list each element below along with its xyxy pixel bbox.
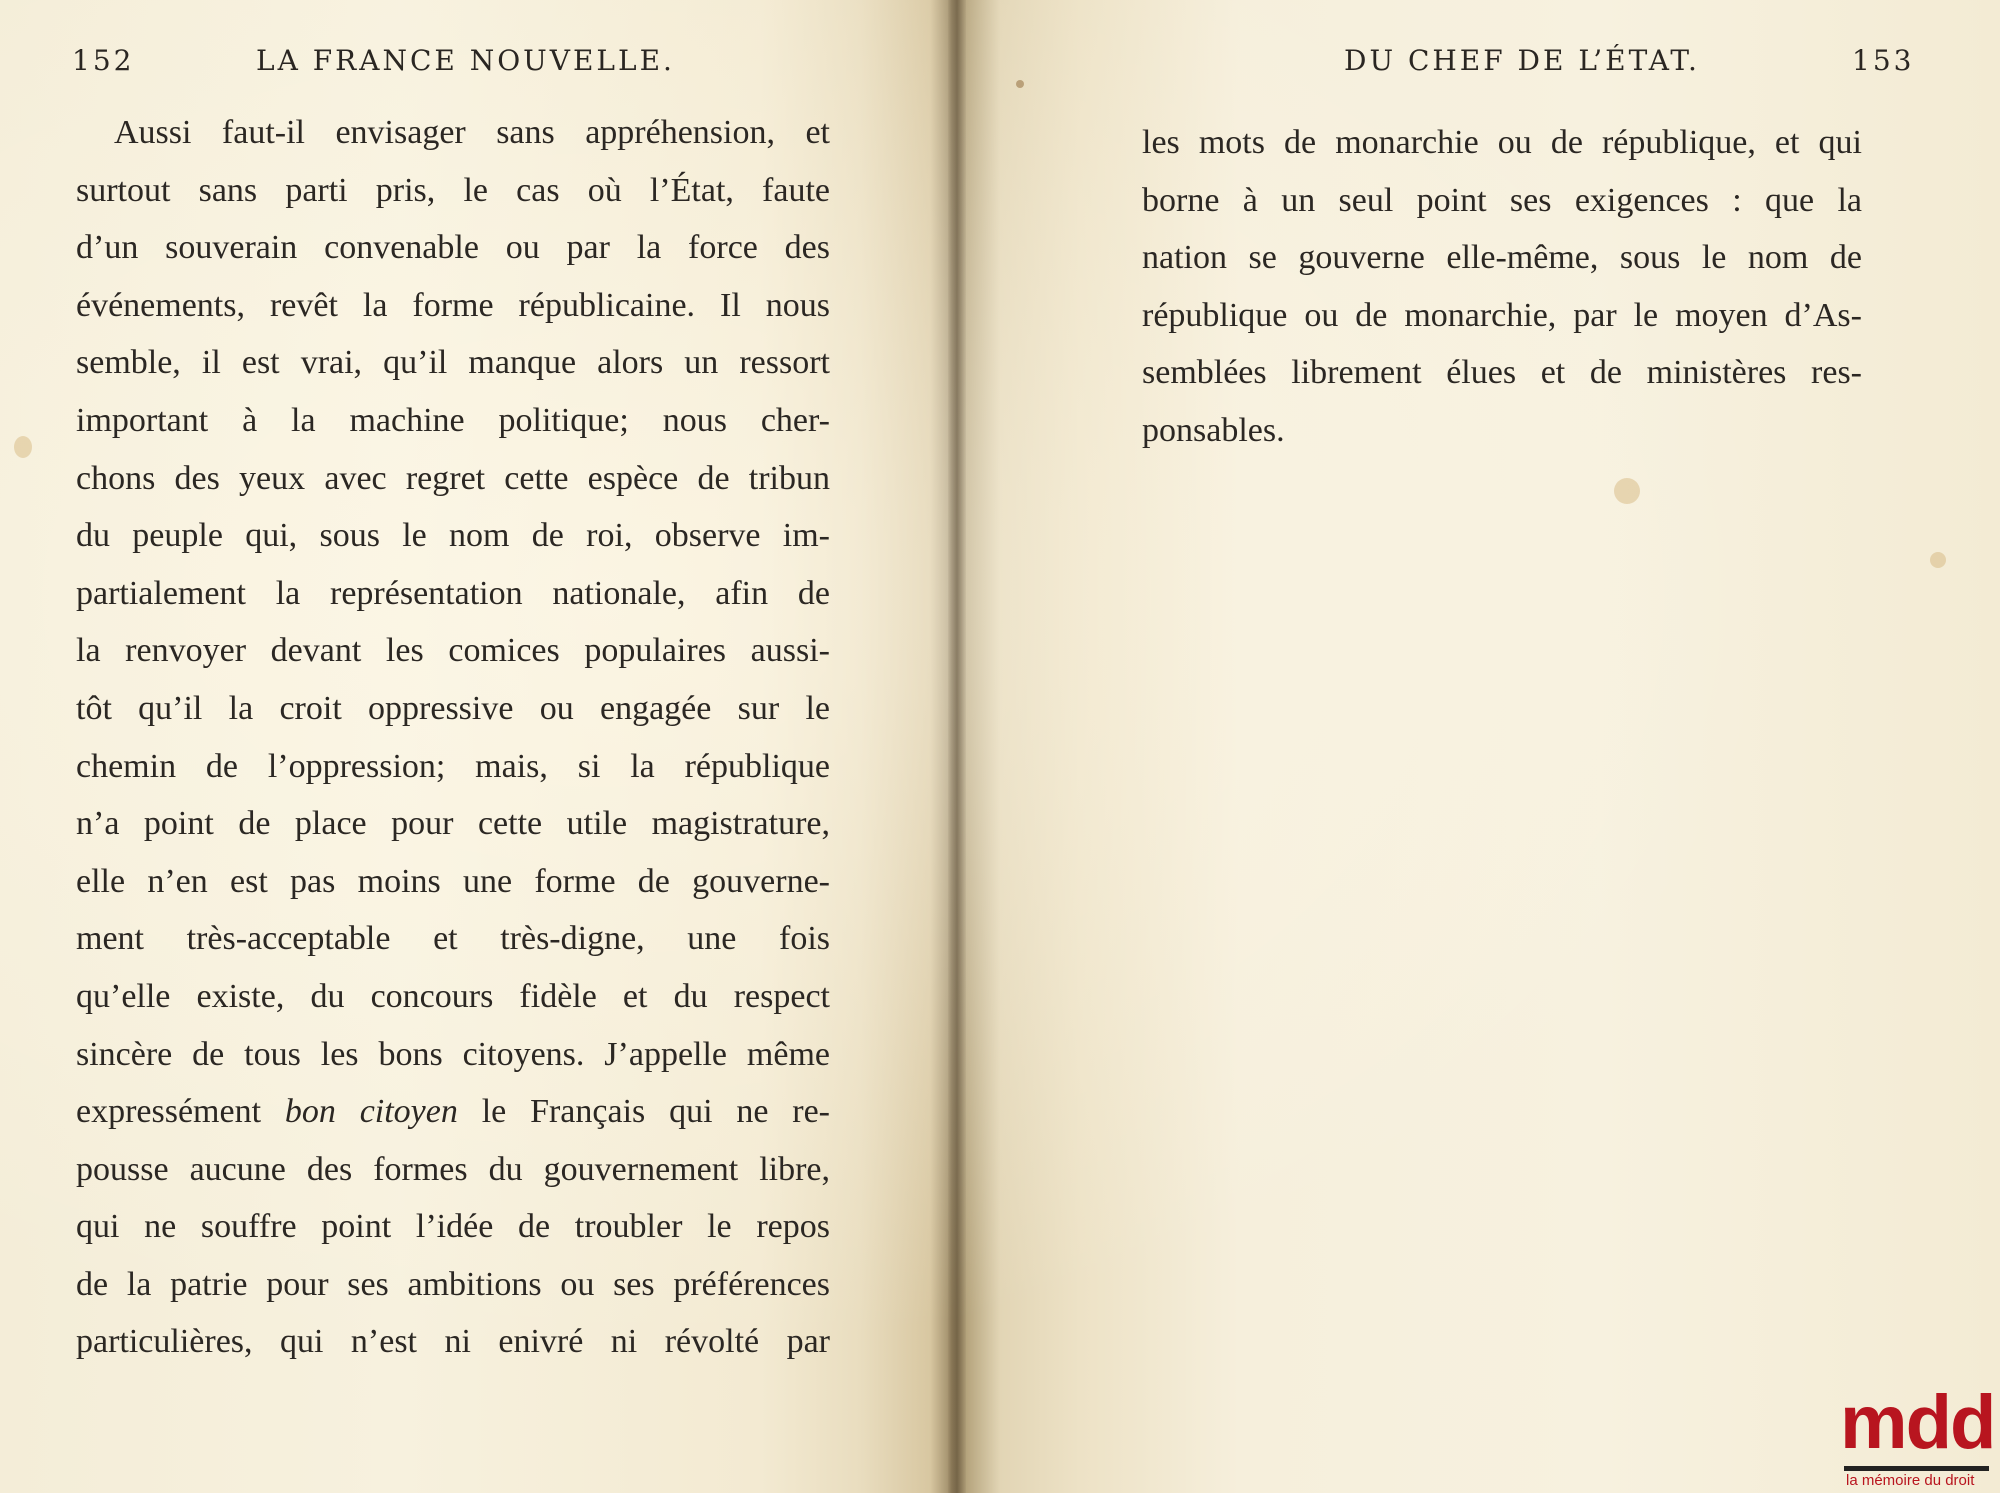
left-page — [0, 0, 950, 1493]
page-number: 152 — [72, 44, 135, 77]
text-line: événements, revêt la forme républicaine. Il nous — [76, 286, 830, 324]
page-number: 153 — [1852, 44, 1915, 77]
text-line: république ou de monarchie, par le moyen d’As- — [1142, 296, 1862, 334]
text-line: qu’elle existe, du concours fidèle et du respect — [76, 977, 830, 1015]
text-line: n’a point de place pour cette utile magistrature, — [76, 805, 830, 843]
text-line: nation se gouverne elle-même, sous le nom de — [1142, 239, 1862, 277]
text-line: ment très-acceptable et très-digne, une fois — [76, 920, 830, 958]
text-line: chemin de l’oppression; mais, si la république — [76, 747, 830, 785]
body-text — [1142, 114, 1862, 460]
logo-divider — [1844, 1466, 1989, 1471]
running-head: DU CHEF DE L’ÉTAT. — [1344, 44, 1700, 77]
logo-tagline: la mémoire du droit — [1846, 1472, 1975, 1489]
watermark-logo — [1834, 1380, 1994, 1490]
text-line: semblées librement élues et de ministères res- — [1142, 354, 1862, 392]
text-line: pousse aucune des formes du gouvernement libre, — [76, 1150, 830, 1188]
body-text — [76, 104, 830, 1371]
text-line: de la patrie pour ses ambitions ou ses préférences — [76, 1265, 830, 1303]
text-line: tôt qu’il la croit oppressive ou engagée sur le — [76, 689, 830, 727]
text-line: la renvoyer devant les comices populaires aussi- — [76, 632, 830, 670]
book-gutter — [948, 0, 966, 1493]
text-line: les mots de monarchie ou de république, et qui — [1142, 124, 1862, 161]
text-line: expressément bon citoyen le Français qui ne re- — [76, 1093, 830, 1131]
text-line: partialement la représentation nationale, afin de — [76, 574, 830, 612]
text-line: important à la machine politique; nous cher- — [76, 401, 830, 439]
text-line: ponsables. — [1142, 411, 1285, 449]
text-line: semble, il est vrai, qu’il manque alors un ressort — [76, 344, 830, 382]
text-line: surtout sans parti pris, le cas où l’État, faute — [76, 171, 830, 209]
text-line: sincère de tous les bons citoyens. J’appelle même — [76, 1035, 830, 1073]
text-line: particulières, qui n’est ni enivré ni révolté par — [76, 1323, 830, 1361]
right-page — [966, 0, 2000, 1493]
text-line: Aussi faut-il envisager sans appréhension, et — [114, 114, 830, 151]
text-line: borne à un seul point ses exigences : que la — [1142, 181, 1862, 219]
text-line: chons des yeux avec regret cette espèce de tribun — [76, 459, 830, 497]
emphasis: bon citoyen — [284, 1093, 458, 1131]
logo-mark: mdd — [1840, 1380, 1995, 1465]
text-line: du peuple qui, sous le nom de roi, observe im- — [76, 517, 830, 555]
text-line: qui ne souffre point l’idée de troubler le repos — [76, 1208, 830, 1246]
running-head: LA FRANCE NOUVELLE. — [256, 44, 675, 77]
text-line: elle n’en est pas moins une forme de gouverne- — [76, 862, 830, 900]
text-line: d’un souverain convenable ou par la force des — [76, 229, 830, 267]
